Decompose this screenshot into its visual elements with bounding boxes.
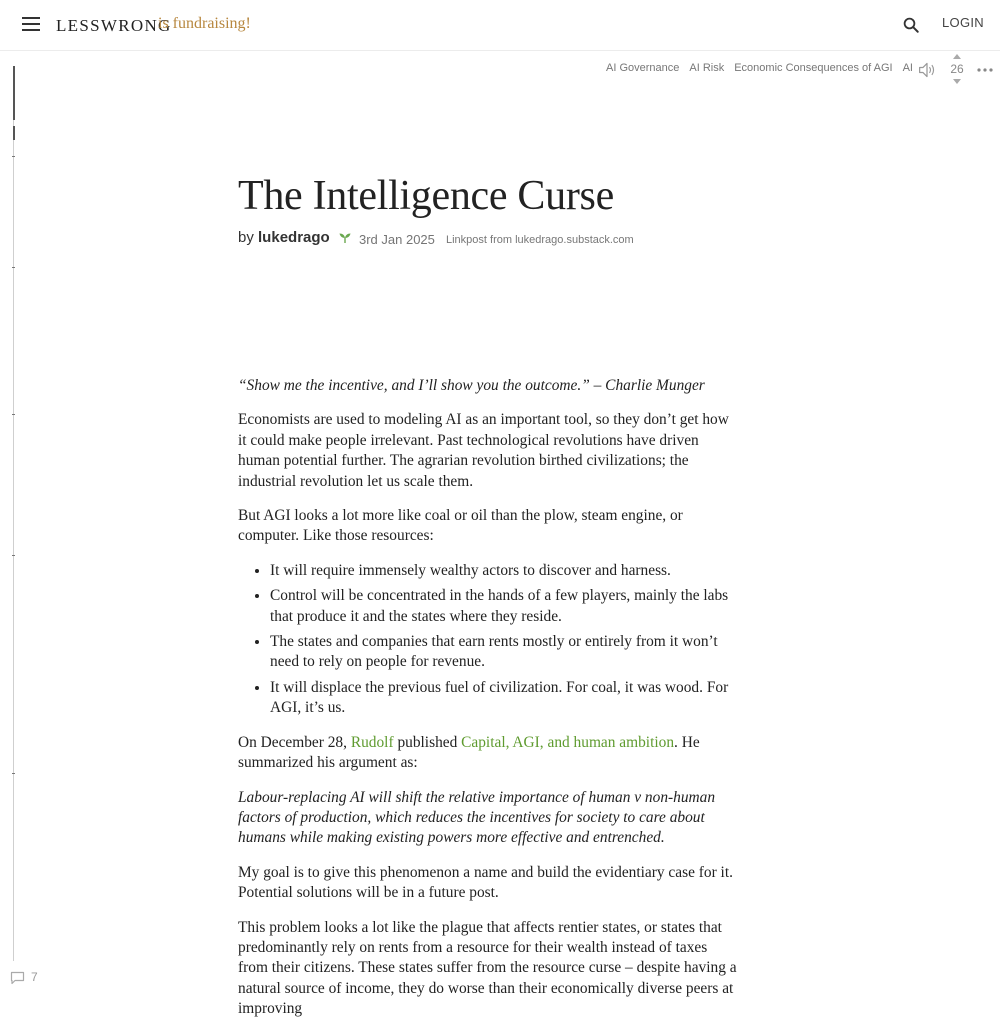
post-date[interactable]: 3rd Jan 2025 xyxy=(359,232,435,247)
paragraph: Economists are used to modeling AI as an important tool, so they don’t get how it could make people irrelevant. Past technological revolutions have driven human potential further. The agrarian revolution birthed civilizations; the industrial revolution let us scale them. xyxy=(238,411,729,490)
text: . He summarized his argument as: xyxy=(238,733,700,772)
paragraph xyxy=(238,733,738,774)
search-icon[interactable] xyxy=(902,16,920,34)
byline xyxy=(238,229,352,246)
more-icon[interactable] xyxy=(977,68,993,72)
author-link[interactable]: lukedrago xyxy=(258,229,330,246)
toc-progress-line[interactable] xyxy=(13,66,14,961)
toc-current-marker[interactable] xyxy=(13,66,15,120)
vote-score: 26 xyxy=(950,62,964,76)
toc-section-dot[interactable] xyxy=(12,267,15,268)
text: published xyxy=(393,733,462,751)
vote-widget xyxy=(946,54,968,84)
paragraph: This problem looks a lot like the plague that affects rentier states, or states that predominantly rely on rents from a resource for their wealth instead of taxes from their citizens. These states suffer from the resource curse – despite having a natural source of income, they do worse than their economically diverse peers at improving xyxy=(238,918,737,1018)
rudolf-link[interactable]: Rudolf xyxy=(350,733,394,751)
paragraph: My goal is to give this phenomenon a name and build the evidentiary case for it. Potential solutions will be in a future post. xyxy=(238,863,733,902)
blockquote: Labour-replacing AI will shift the relative importance of human v non-human factors of production, which reduces the incentives for society to care about humans while making existing powers more effective and entrenched. xyxy=(238,788,716,847)
post-body xyxy=(238,376,738,1034)
list-item: • It will require immensely wealthy actors to discover and harness. xyxy=(270,561,738,581)
capital-agi-link[interactable]: Capital, AGI, and human ambition xyxy=(461,733,675,751)
fundraising-link[interactable]: is fundraising! xyxy=(158,15,251,32)
list-item: • It will displace the previous fuel of civilization. For coal, it was wood. For AGI, it’s us. xyxy=(270,678,738,719)
tag-ai-governance[interactable]: AI Governance xyxy=(606,62,680,74)
list-item: • Control will be concentrated in the hands of a few players, mainly the labs that produce it and the states where they reside. xyxy=(270,586,738,627)
audio-icon[interactable] xyxy=(917,61,937,79)
comments-count[interactable] xyxy=(10,970,38,985)
byline-by: by xyxy=(238,229,254,246)
tag-list xyxy=(606,62,923,74)
tag-ai-risk[interactable]: AI Risk xyxy=(689,62,725,74)
downvote-arrow-icon[interactable] xyxy=(953,79,961,84)
list-item: • The states and companies that earn rents mostly or entirely from it won’t need to rely on people for revenue. xyxy=(270,632,738,673)
bullet-list xyxy=(270,561,738,719)
sprout-icon xyxy=(338,232,352,244)
toc-section-dot[interactable] xyxy=(12,773,15,774)
toc-section-marker[interactable] xyxy=(13,126,15,140)
menu-icon[interactable] xyxy=(22,17,40,33)
tag-ai[interactable]: AI xyxy=(902,62,913,74)
site-logo[interactable]: LESSWRONG xyxy=(56,16,172,35)
login-button[interactable]: LOGIN xyxy=(942,15,984,30)
comments-count-value: 7 xyxy=(31,970,38,984)
upvote-arrow-icon[interactable] xyxy=(953,54,961,59)
toc-section-dot[interactable] xyxy=(12,414,15,415)
comment-icon xyxy=(10,971,25,985)
post-title: The Intelligence Curse xyxy=(238,173,614,219)
toc-section-dot[interactable] xyxy=(12,156,15,157)
top-header xyxy=(0,0,1000,51)
epigraph: “Show me the incentive, and I’ll show you the outcome.” – Charlie Munger xyxy=(238,377,705,394)
toc-section-dot[interactable] xyxy=(12,555,15,556)
paragraph: But AGI looks a lot more like coal or oil than the plow, steam engine, or computer. Like those resources: xyxy=(238,507,683,545)
linkpost-link[interactable]: Linkpost from lukedrago.substack.com xyxy=(446,234,634,246)
tag-economic-consequences[interactable]: Economic Consequences of AGI xyxy=(734,62,893,74)
text: On December 28, xyxy=(238,733,351,751)
